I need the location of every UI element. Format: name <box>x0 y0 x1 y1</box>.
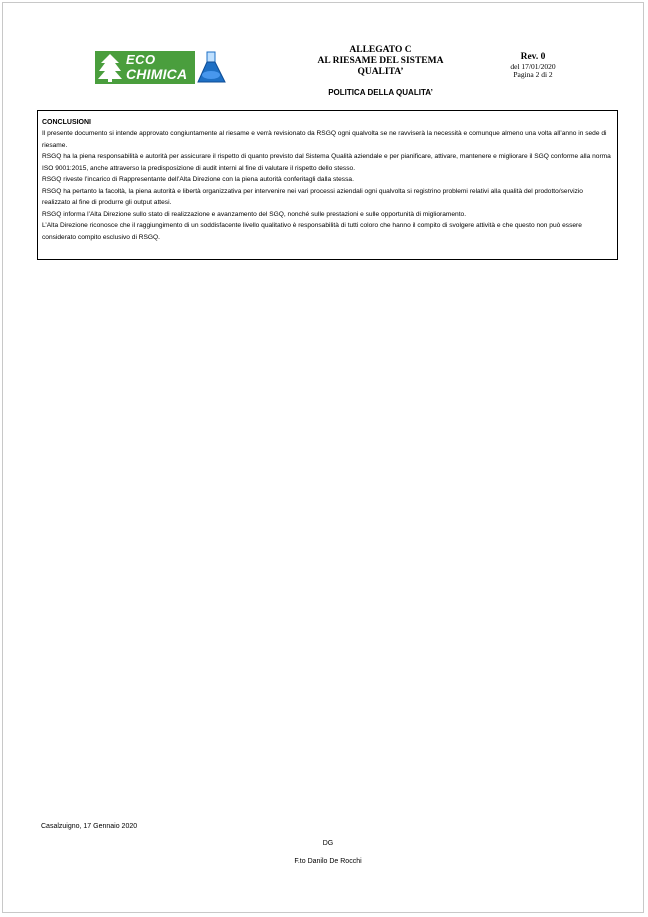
company-logo <box>95 51 228 84</box>
revision-number: Rev. 0 <box>520 52 546 62</box>
page-number: Pagina 2 di 2 <box>513 70 553 79</box>
conclusions-paragraph: RSGQ ha pertanto la facoltà, la piena autorità e libertà organizzativa per intervenire nei vari processi aziendali ogni qualvolta si registrino problemi relativi alla qualità del prodotto/servizio realizzato al fine di produrre gli output attesi. <box>42 187 583 206</box>
document-page <box>2 2 644 913</box>
title-line: AL RIESAME DEL SISTEMA <box>317 56 444 66</box>
flask-icon <box>195 51 228 84</box>
place-and-date: Casalzuigno, 17 Gennaio 2020 <box>41 823 138 830</box>
document-subtitle: POLITICA DELLA QUALITA’ <box>328 88 433 97</box>
conclusions-paragraph: RSGQ ha la piena responsabilità e autorità per assicurare il rispetto di quanto previsto dal Sistema Qualità aziendale e per pianificare, attivare, mantenere e migliorare il SGQ conforme alla norma ISO 9001:2015, anche attraverso la predisposizione di audit interni al fine di valutare il rispetto dello stesso. <box>42 153 611 172</box>
signature-line: F.to Danilo De Rocchi <box>294 858 362 865</box>
conclusions-paragraph: L’Alta Direzione riconosce che il raggiungimento di un soddisfacente livello qualitativo è responsabilità di tutti coloro che hanno il compito di svolgere attività e che questo non può essere considerato compito esclusivo di RSGQ. <box>42 222 582 241</box>
logo-text-eco: ECO <box>126 52 156 67</box>
signatory-role: DG <box>322 840 334 847</box>
conclusions-paragraph: RSGQ informa l’Alta Direzione sullo stato di realizzazione e avanzamento del SGQ, nonché sulle prestazioni e sulle opportunità di miglioramento. <box>42 210 467 218</box>
conclusions-paragraph: Il presente documento si intende approvato congiuntamente al riesame e verrà revisionato da RSGQ ogni qualvolta se ne ravviserà la necessità e comunque almeno una volta all’anno in sede di riesame. <box>42 130 607 149</box>
title-line: ALLEGATO C <box>349 45 412 55</box>
conclusions-heading: CONCLUSIONI <box>42 119 91 126</box>
revision-info <box>493 52 573 79</box>
title-line: QUALITA’ <box>357 67 404 77</box>
conclusions-paragraph: RSGQ riveste l’incarico di Rappresentante dell’Alta Direzione con la piena autorità conferitagli dalla stessa. <box>42 176 354 183</box>
conclusions-box <box>37 110 618 260</box>
document-title <box>303 45 458 78</box>
revision-date: del 17/01/2020 <box>510 62 556 71</box>
tree-icon <box>97 53 123 82</box>
logo-text-chimica: CHIMICA <box>126 66 188 82</box>
